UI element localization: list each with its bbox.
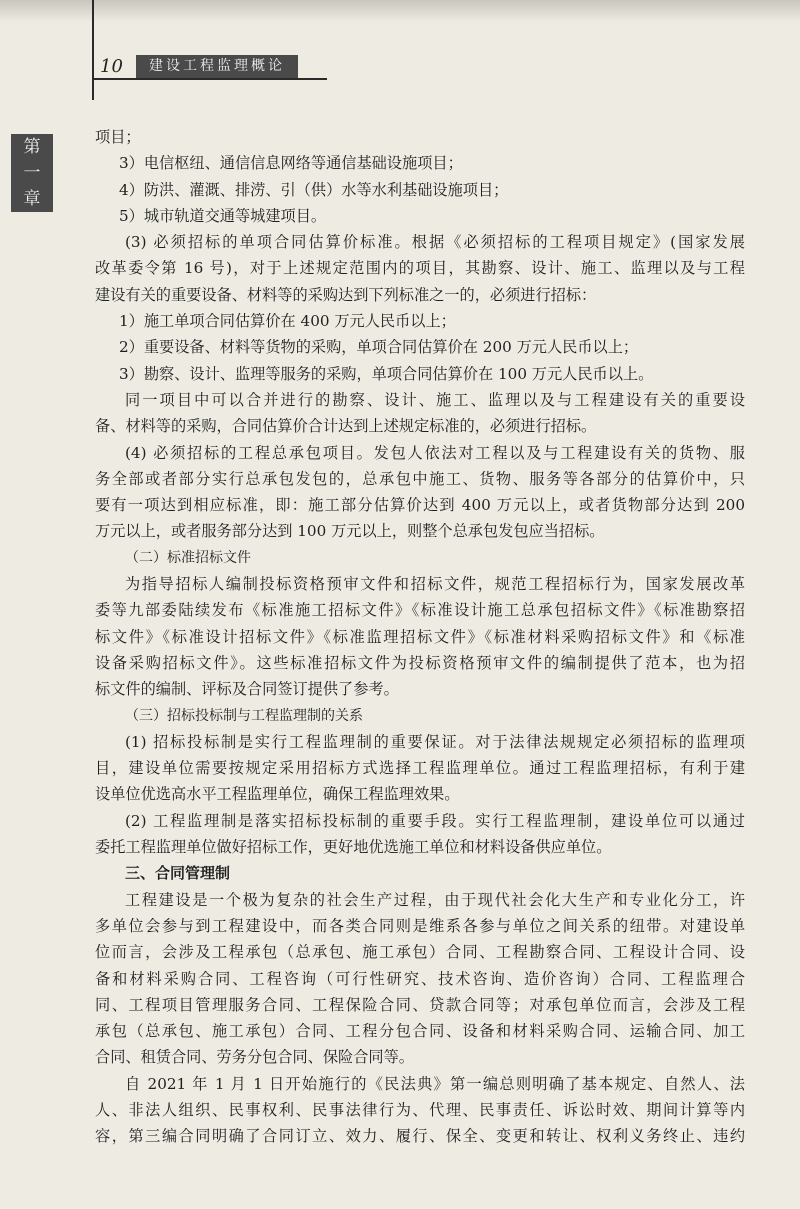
list-item: 1）施工单项合同估算价在 400 万元人民币以上；	[119, 312, 456, 331]
text-line: 建设有关的重要设备、材料等的采购达到下列标准之一的，必须进行招标：	[95, 285, 597, 304]
list-item: 3）电信枢纽、通信信息网络等通信基础设施项目；	[119, 154, 463, 173]
chapter-tab-char: 第	[23, 137, 41, 157]
chapter-tab-char: 章	[23, 189, 41, 209]
text-line: 同、工程项目管理服务合同、工程保险合同、贷款合同等；对承包单位而言，会涉及工程	[95, 995, 745, 1014]
section-heading: 三、合同管理制	[125, 864, 231, 883]
header-horizontal-rule	[92, 78, 327, 80]
chapter-tab-char: 一	[23, 163, 41, 183]
text-line: 自 2021 年 1 月 1 日开始施行的《民法典》第一编总则明确了基本规定、自然人、法	[125, 1074, 745, 1093]
text-line: (2) 工程监理制是落实招标投标制的重要手段。实行工程监理制，建设单位可以通过	[125, 811, 745, 830]
text-line: 改革委令第 16 号)，对于上述规定范围内的项目，其勘察、设计、施工、监理以及与工程	[95, 259, 745, 278]
running-header-title: 建设工程监理概论	[136, 55, 298, 78]
text-line: 要有一项达到相应标准，即：施工部分估算价达到 400 万元以上，或者货物部分达到 200	[95, 496, 745, 515]
text-line: 目，建设单位需要按规定采用招标方式选择工程监理单位。通过工程监理招标，有利于建	[95, 759, 745, 778]
text-line: 委等九部委陆续发布《标准施工招标文件》《标准设计施工总承包招标文件》《标准勘察招	[95, 601, 745, 620]
text-line: 人、非法人组织、民事权利、民事法律行为、代理、民事责任、诉讼时效、期间计算等内	[95, 1100, 745, 1119]
text-line: 合同、租赁合同、劳务分包合同、保险合同等。	[95, 1048, 414, 1067]
body-text	[95, 124, 745, 1150]
text-line: 容，第三编合同明确了合同订立、效力、履行、保全、变更和转让、权利义务终止、违约	[95, 1127, 745, 1146]
text-line: 设备采购招标文件》。这些标准招标文件为投标资格预审文件的编制提供了范本，也为招	[95, 653, 745, 672]
text-line: 标文件》《标准设计招标文件》《标准监理招标文件》《标准材料采购招标文件》和《标准	[95, 627, 745, 646]
subsection-heading: （二）标准招标文件	[125, 549, 251, 566]
text-line: 同一项目中可以合并进行的勘察、设计、施工、监理以及与工程建设有关的重要设	[125, 390, 745, 409]
text-line: (3) 必须招标的单项合同估算价标准。根据《必须招标的工程项目规定》(国家发展	[125, 233, 745, 252]
text-line: 为指导招标人编制投标资格预审文件和招标文件，规范工程招标行为，国家发展改革	[125, 575, 745, 594]
text-line: 务全部或者部分实行总承包发包的，总承包中施工、货物、服务等各部分的估算价中，只	[95, 469, 745, 488]
top-edge-shadow	[0, 0, 800, 22]
chapter-tab	[11, 134, 53, 212]
text-line: 工程建设是一个极为复杂的社会生产过程，由于现代社会化大生产和专业化分工，许	[125, 890, 745, 909]
text-line: 位而言，会涉及工程承包（总承包、施工承包）合同、工程勘察合同、工程设计合同、设	[95, 943, 745, 962]
text-line: 委托工程监理单位做好招标工作，更好地优选施工单位和材料设备供应单位。	[95, 838, 612, 857]
page-number: 10	[100, 56, 123, 77]
text-line: 备、材料等的采购，合同估算价合计达到上述规定标准的，必须进行招标。	[95, 417, 597, 436]
text-line: 万元以上，或者服务部分达到 100 万元以上，则整个总承包发包应当招标。	[95, 522, 605, 541]
header-vertical-rule	[92, 0, 94, 100]
text-line: (4) 必须招标的工程总承包项目。发包人依法对工程以及与工程建设有关的货物、服	[125, 443, 745, 462]
subsection-heading: （三）招标投标制与工程监理制的关系	[125, 707, 363, 724]
text-line: 多单位会参与到工程建设中，而各类合同则是维系各参与单位之间关系的纽带。对建设单	[95, 916, 745, 935]
text-line: 设单位优选高水平工程监理单位，确保工程监理效果。	[95, 785, 460, 804]
text-line: 标文件的编制、评标及合同签订提供了参考。	[95, 680, 399, 699]
list-item: 4）防洪、灌溉、排涝、引（供）水等水利基础设施项目；	[119, 180, 509, 199]
list-item: 3）勘察、设计、监理等服务的采购，单项合同估算价在 100 万元人民币以上。	[119, 364, 654, 383]
text-line: 项目；	[95, 128, 141, 146]
text-line: 备和材料采购合同、工程咨询（可行性研究、技术咨询、造价咨询）合同、工程监理合	[95, 969, 745, 988]
text-line: 承包（总承包、施工承包）合同、工程分包合同、设备和材料采购合同、运输合同、加工	[95, 1022, 745, 1041]
text-line: (1) 招标投标制是实行工程监理制的重要保证。对于法律法规规定必须招标的监理项	[125, 732, 745, 751]
list-item: 2）重要设备、材料等货物的采购，单项合同估算价在 200 万元人民币以上；	[119, 338, 639, 357]
list-item: 5）城市轨道交通等城建项目。	[119, 206, 327, 225]
